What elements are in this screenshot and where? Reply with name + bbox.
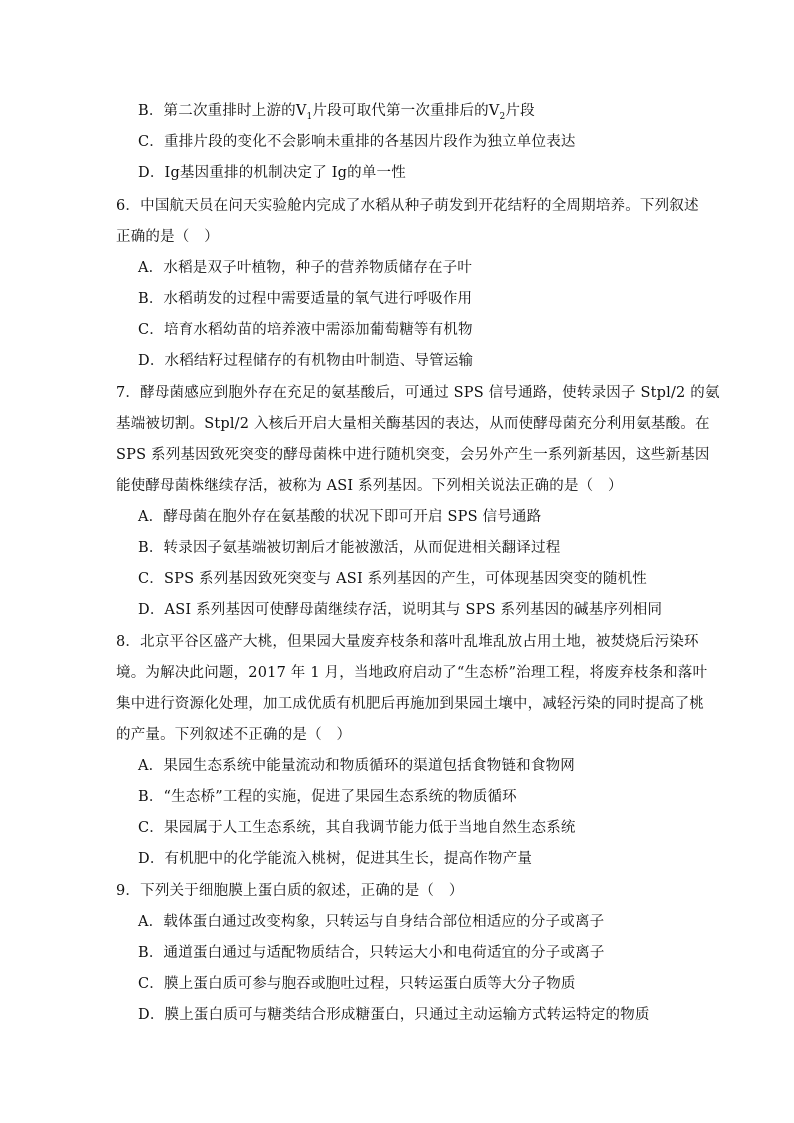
- q7-stem-line3: SPS 系列基因致死突变的酵母菌株中进行随机突变，会另外产生一系列新基因，这些新基因: [116, 447, 710, 463]
- q8-stem-line2: 境。为解决此问题，2017 年 1 月，当地政府启动了“生态桥”治理工程，将废弃枝条和落叶: [116, 665, 708, 681]
- q6-stem-line1: 6．中国航天员在问天实验舱内完成了水稻从种子萌发到开花结籽的全周期培养。下列叙述: [116, 198, 699, 214]
- q7-option-a: A．酵母菌在胞外存在氨基酸的状况下即可开启 SPS 信号通路: [138, 509, 542, 525]
- q8-stem-line4: 的产量。下列叙述不正确的是（ ）: [116, 727, 352, 743]
- q5-option-b-text: B．第二次重排时上游的V: [138, 103, 307, 119]
- q9-option-d: D．膜上蛋白质可与糖类结合形成糖蛋白，只通过主动运输方式转运特定的物质: [138, 1007, 650, 1023]
- q9-option-a: A．载体蛋白通过改变构象，只转运与自身结合部位相适应的分子或离子: [138, 914, 605, 930]
- q6-option-a: A．水稻是双子叶植物，种子的营养物质储存在子叶: [138, 260, 473, 276]
- q8-option-b: B．“生态桥”工程的实施，促进了果园生态系统的物质循环: [138, 789, 517, 805]
- q9-stem-line1: 9．下列关于细胞膜上蛋白质的叙述，正确的是（ ）: [116, 883, 464, 899]
- q5-option-b-mid: 片段可取代第一次重排后的V: [312, 103, 500, 119]
- q7-option-b: B．转录因子氨基端被切割后才能被激活，从而促进相关翻译过程: [138, 540, 561, 556]
- q6-option-b: B．水稻萌发的过程中需要适量的氧气进行呼吸作用: [138, 291, 473, 307]
- q8-stem-line3: 集中进行资源化处理，加工成优质有机肥后再施加到果园土壤中，减轻污染的同时提高了桃: [116, 696, 704, 712]
- q5-option-b-sub1: 1: [306, 111, 313, 122]
- q5-option-b-sub2: 2: [499, 111, 506, 122]
- q7-stem-line2: 基端被切割。Stpl/2 入核后开启大量相关酶基因的表达，从而使酵母菌充分利用氨基酸。在: [116, 416, 710, 432]
- q6-stem-line2: 正确的是（ ）: [116, 229, 219, 245]
- q9-option-b: B．通道蛋白通过与适配物质结合，只转运大小和电荷适宜的分子或离子: [138, 945, 605, 961]
- q5-option-b: [138, 101, 678, 121]
- q7-option-c: C．SPS 系列基因致死突变与 ASI 系列基因的产生，可体现基因突变的随机性: [138, 571, 647, 587]
- q9-option-c: C．膜上蛋白质可参与胞吞或胞吐过程，只转运蛋白质等大分子物质: [138, 976, 576, 992]
- q8-option-c: C．果园属于人工生态系统，其自我调节能力低于当地自然生态系统: [138, 820, 576, 836]
- q7-stem-line4: 能使酵母菌株继续存活，被称为 ASI 系列基因。下列相关说法正确的是（ ）: [116, 478, 623, 494]
- q8-option-d: D．有机肥中的化学能流入桃树，促进其生长，提高作物产量: [138, 851, 533, 867]
- q6-option-d: D．水稻结籽过程储存的有机物由叶制造、导管运输: [138, 353, 474, 369]
- q6-option-c: C．培育水稻幼苗的培养液中需添加葡萄糖等有机物: [138, 322, 473, 338]
- q7-stem-line1: 7．酵母菌感应到胞外存在充足的氨基酸后，可通过 SPS 信号通路，使转录因子 Stpl/2 的氨: [116, 385, 720, 401]
- q5-option-b-end: 片段: [505, 103, 535, 119]
- q5-option-d: D．Ig基因重排的机制决定了 Ig的单一性: [138, 165, 406, 181]
- q5-option-c: C．重排片段的变化不会影响未重排的各基因片段作为独立单位表达: [138, 134, 576, 150]
- q7-option-d: D．ASI 系列基因可使酵母菌继续存活，说明其与 SPS 系列基因的碱基序列相同: [138, 602, 663, 618]
- q8-option-a: A．果园生态系统中能量流动和物质循环的渠道包括食物链和食物网: [138, 758, 575, 774]
- q8-stem-line1: 8．北京平谷区盛产大桃，但果园大量废弃枝条和落叶乱堆乱放占用土地，被焚烧后污染环: [116, 634, 699, 650]
